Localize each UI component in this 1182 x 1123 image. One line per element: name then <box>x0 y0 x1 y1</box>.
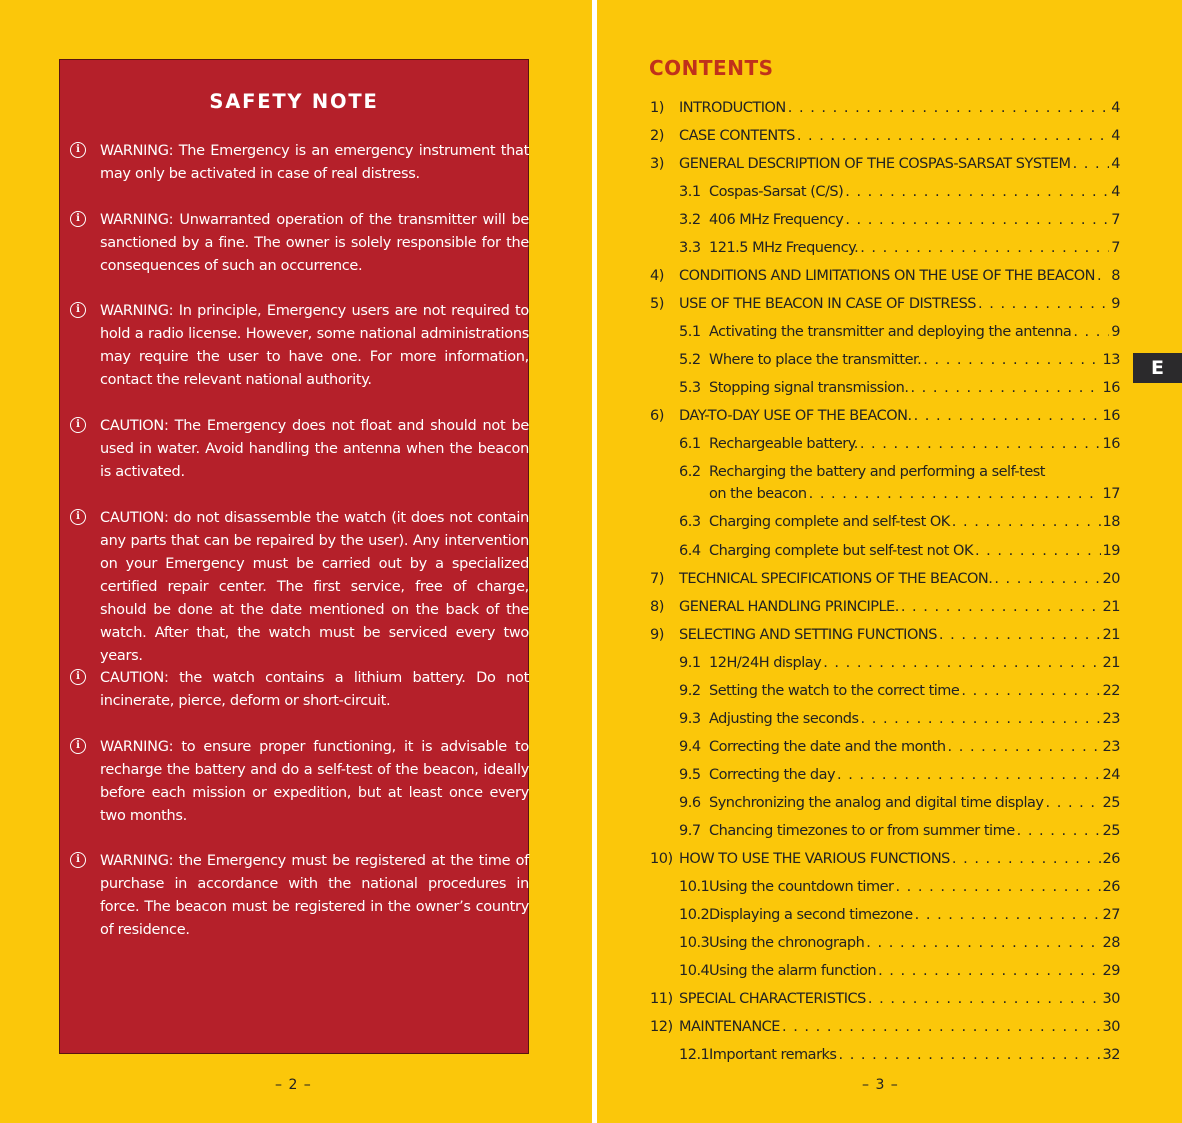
toc-entry[interactable] <box>650 596 1120 619</box>
warning-text: CAUTION: The Emergency does not float and should not be used in water. Avoid handling the antenna when the beacon is activated. <box>100 418 529 480</box>
dot-leader <box>1017 823 1101 839</box>
dot-leader <box>895 879 1100 895</box>
warning-text: WARNING: the Emergency must be registered at the time of purchase in accordance with the national procedures in force. The beacon must be registered in the owner’s country of residence. <box>100 853 529 938</box>
toc-entry-number: 10.2 <box>679 907 710 923</box>
warning-text: WARNING: to ensure proper functioning, it is advisable to recharge the battery and do a self-test of the beacon, ideally before each mission or expedition, but at least once every two months. <box>100 739 529 824</box>
dot-leader <box>838 1047 1100 1063</box>
toc-entry-title: GENERAL DESCRIPTION OF THE COSPAS-SARSAT SYSTEM <box>679 156 1071 172</box>
dot-leader <box>1073 324 1109 340</box>
toc-entry-number: 8) <box>650 599 664 615</box>
toc-entry-page: 27 <box>1102 907 1120 923</box>
dot-leader <box>915 907 1101 923</box>
toc-entry[interactable] <box>650 764 1120 787</box>
toc-entry-title: Correcting the day <box>709 767 836 783</box>
toc-entry-page: 22 <box>1102 683 1120 699</box>
toc-entry-page: 17 <box>1102 486 1120 502</box>
toc-entry-number: 9.3 <box>679 711 701 727</box>
warning-text: WARNING: The Emergency is an emergency instrument that may only be activated in case of real distress. <box>100 143 529 182</box>
toc-entry[interactable] <box>650 209 1120 232</box>
toc-entry-number: 10.1 <box>679 879 710 895</box>
toc-entry-number: 3.3 <box>679 240 701 256</box>
toc-entry-number: 5.1 <box>679 324 701 340</box>
dot-leader <box>868 991 1101 1007</box>
toc-entry-page: 7 <box>1111 240 1120 256</box>
toc-entry[interactable] <box>650 433 1120 456</box>
toc-entry-title: TECHNICAL SPECIFICATIONS OF THE BEACON. <box>679 571 993 587</box>
right-page <box>597 0 1182 1123</box>
warning-text: CAUTION: do not disassemble the watch (it does not contain any parts that can be repaired by the user). Any intervention on your Emergency must be carried out by a specialized certified repair center. The first service, free of charge, should be done at the date mentioned on the back of the watch. After that, the watch must be serviced every two years. <box>100 510 529 664</box>
toc-entry-number: 10.3 <box>679 935 710 951</box>
dot-leader <box>1073 156 1110 172</box>
toc-entry-number: 9.6 <box>679 795 701 811</box>
toc-entry-title: GENERAL HANDLING PRINCIPLE. <box>679 599 899 615</box>
toc-entry-title: 12H/24H display <box>709 655 822 671</box>
toc-entry[interactable] <box>650 97 1120 120</box>
toc-entry-title: DAY-TO-DAY USE OF THE BEACON. <box>679 408 912 424</box>
toc-entry-page: 28 <box>1102 935 1120 951</box>
dot-leader <box>788 100 1110 116</box>
toc-entry-title: HOW TO USE THE VARIOUS FUNCTIONS <box>679 851 950 867</box>
dot-leader <box>878 963 1100 979</box>
toc-entry-title: INTRODUCTION <box>679 100 786 116</box>
toc-entry-number: 11) <box>650 991 673 1007</box>
toc-entry-page: 24 <box>1102 767 1120 783</box>
toc-entry-title: 406 MHz Frequency <box>709 212 844 228</box>
toc-entry-title: Important remarks <box>709 1047 837 1063</box>
toc-entry-title: Charging complete and self-test OK <box>709 514 950 530</box>
toc-entry-page: 8 <box>1111 268 1120 284</box>
toc-entry[interactable] <box>650 876 1120 899</box>
toc-entry[interactable] <box>650 321 1120 344</box>
dot-leader <box>948 739 1101 755</box>
toc-entry-number: 10.4 <box>679 963 710 979</box>
toc-entry-title: Using the alarm function <box>709 963 877 979</box>
dot-leader <box>837 767 1101 783</box>
dot-leader <box>860 436 1101 452</box>
toc-entry[interactable] <box>650 377 1120 400</box>
toc-entry-page: 16 <box>1102 436 1120 452</box>
toc-entry-page: 4 <box>1111 128 1120 144</box>
toc-entry-title: Using the chronograph <box>709 935 865 951</box>
info-icon: i <box>70 302 86 318</box>
dot-leader <box>861 711 1101 727</box>
dot-leader <box>914 408 1101 424</box>
toc-entry-page: 9 <box>1111 296 1120 312</box>
toc-entry[interactable] <box>650 932 1120 955</box>
toc-entry-page: 25 <box>1102 795 1120 811</box>
toc-entry-page: 7 <box>1111 212 1120 228</box>
toc-entry[interactable] <box>650 680 1120 703</box>
toc-entry[interactable] <box>650 349 1120 372</box>
dot-leader <box>866 935 1100 951</box>
toc-entry[interactable] <box>650 237 1120 260</box>
toc-entry[interactable] <box>650 540 1120 563</box>
dot-leader <box>978 296 1109 312</box>
dot-leader <box>845 212 1109 228</box>
toc-entry-page: 26 <box>1102 851 1120 867</box>
toc-entry-title: Chancing timezones to or from summer time <box>709 823 1015 839</box>
toc-entry-page: 21 <box>1102 599 1120 615</box>
info-icon: i <box>70 852 86 868</box>
toc-entry-number: 3.2 <box>679 212 701 228</box>
toc-entry[interactable] <box>650 568 1120 591</box>
toc-entry[interactable] <box>650 1044 1120 1067</box>
dot-leader <box>939 627 1101 643</box>
toc-entry[interactable] <box>650 792 1120 815</box>
toc-entry-title: Recharging the battery and performing a self-test <box>709 464 1045 480</box>
toc-entry-title: Setting the watch to the correct time <box>709 683 960 699</box>
toc-entry-title: CASE CONTENTS <box>679 128 795 144</box>
toc-entry-number: 7) <box>650 571 664 587</box>
toc-entry-title: MAINTENANCE <box>679 1019 780 1035</box>
safety-note-title: SAFETY NOTE <box>209 90 379 113</box>
dot-leader <box>797 128 1109 144</box>
toc-entry-number: 6.4 <box>679 543 701 559</box>
language-tab[interactable]: E <box>1133 353 1182 383</box>
toc-entry-title: Rechargeable battery. <box>709 436 858 452</box>
toc-entry-title: 121.5 MHz Frequency. <box>709 240 859 256</box>
toc-entry-number: 2) <box>650 128 664 144</box>
toc-entry-page: 30 <box>1102 1019 1120 1035</box>
toc-entry-number: 9.4 <box>679 739 701 755</box>
dot-leader <box>994 571 1100 587</box>
dot-leader <box>961 683 1100 699</box>
toc-entry-title: USE OF THE BEACON IN CASE OF DISTRESS <box>679 296 977 312</box>
toc-entry-number: 1) <box>650 100 664 116</box>
info-icon: i <box>70 417 86 433</box>
toc-entry[interactable] <box>650 1016 1120 1039</box>
toc-entry-title: Charging complete but self-test not OK <box>709 543 973 559</box>
toc-entry-title: Where to place the transmitter. <box>709 352 922 368</box>
toc-entry-number: 5.3 <box>679 380 701 396</box>
toc-entry[interactable] <box>650 736 1120 759</box>
toc-entry-title: Stopping signal transmission. <box>709 380 909 396</box>
toc-entry-number: 5.2 <box>679 352 701 368</box>
toc-entry-title: Displaying a second timezone <box>709 907 913 923</box>
dot-leader <box>923 352 1100 368</box>
toc-entry-number: 9) <box>650 627 664 643</box>
dot-leader <box>860 240 1109 256</box>
toc-entry[interactable] <box>650 461 1120 507</box>
toc-entry[interactable] <box>650 153 1120 176</box>
toc-entry[interactable] <box>650 848 1120 871</box>
toc-entry-page: 21 <box>1102 655 1120 671</box>
toc-entry-page: 13 <box>1102 352 1120 368</box>
dot-leader <box>901 599 1101 615</box>
toc-entry-number: 5) <box>650 296 664 312</box>
toc-entry[interactable] <box>650 652 1120 675</box>
toc-entry-page: 21 <box>1102 627 1120 643</box>
toc-entry[interactable] <box>650 624 1120 647</box>
toc-entry[interactable] <box>650 265 1120 288</box>
toc-entry-title: Using the countdown timer <box>709 879 894 895</box>
toc-entry[interactable] <box>650 708 1120 731</box>
dot-leader <box>975 543 1101 559</box>
toc-entry[interactable] <box>650 960 1120 983</box>
dot-leader <box>823 655 1100 671</box>
toc-entry-number: 9.1 <box>679 655 701 671</box>
toc-entry[interactable] <box>650 181 1120 204</box>
toc-entry-title: Synchronizing the analog and digital time display <box>709 795 1044 811</box>
toc-entry-number: 3) <box>650 156 664 172</box>
toc-entry-page: 18 <box>1102 514 1120 530</box>
toc-entry-page: 4 <box>1111 156 1120 172</box>
toc-entry-number: 6) <box>650 408 664 424</box>
toc-entry-page: 16 <box>1102 408 1120 424</box>
dot-leader <box>845 184 1109 200</box>
toc-entry-title-continued: on the beacon <box>709 486 807 502</box>
toc-entry-number: 9.5 <box>679 767 701 783</box>
toc-entry-page: 19 <box>1102 543 1120 559</box>
toc-entry-page: 16 <box>1102 380 1120 396</box>
toc-entry-number: 12.1 <box>679 1047 710 1063</box>
toc-entry-page: 30 <box>1102 991 1120 1007</box>
toc-entry-page: 26 <box>1102 879 1120 895</box>
info-icon: i <box>70 738 86 754</box>
info-icon: i <box>70 509 86 525</box>
toc-entry-number: 9.2 <box>679 683 701 699</box>
toc-entry-page: 29 <box>1102 963 1120 979</box>
toc-entry-title: CONDITIONS AND LIMITATIONS ON THE USE OF THE BEACON <box>679 268 1095 284</box>
page-number: – 3 – <box>862 1077 899 1093</box>
toc-entry-number: 3.1 <box>679 184 701 200</box>
dot-leader <box>1046 795 1101 811</box>
toc-entry-title: Activating the transmitter and deploying the antenna <box>709 324 1072 340</box>
toc-entry[interactable] <box>650 293 1120 316</box>
warning-text: CAUTION: the watch contains a lithium battery. Do not incinerate, pierce, deform or short-circuit. <box>100 670 529 709</box>
toc-entry[interactable] <box>650 820 1120 843</box>
toc-entry-title: Adjusting the seconds <box>709 711 859 727</box>
toc-entry-page: 32 <box>1102 1047 1120 1063</box>
toc-entry[interactable] <box>650 988 1120 1011</box>
dot-leader <box>952 514 1101 530</box>
page-number: – 2 – <box>275 1077 312 1093</box>
toc-entry-page: 4 <box>1111 184 1120 200</box>
toc-entry-number: 6.3 <box>679 514 701 530</box>
toc-entry-page: 23 <box>1102 711 1120 727</box>
contents-title: CONTENTS <box>649 56 774 80</box>
toc-entry[interactable] <box>650 125 1120 148</box>
toc-entry[interactable] <box>650 904 1120 927</box>
toc-entry-number: 12) <box>650 1019 673 1035</box>
toc-entry-page: 20 <box>1102 571 1120 587</box>
toc-entry-number: 6.2 <box>679 464 701 480</box>
dot-leader <box>809 486 1101 502</box>
toc-entry-number: 6.1 <box>679 436 701 452</box>
toc-entry-page: 23 <box>1102 739 1120 755</box>
toc-entry-page: 9 <box>1111 324 1120 340</box>
warning-text: WARNING: Unwarranted operation of the transmitter will be sanctioned by a fine. The owner is solely responsible for the consequences of such an occurrence. <box>100 212 529 274</box>
dot-leader <box>1097 268 1109 284</box>
toc-entry-number: 10) <box>650 851 673 867</box>
dot-leader <box>952 851 1101 867</box>
info-icon: i <box>70 669 86 685</box>
toc-entry-title: Correcting the date and the month <box>709 739 946 755</box>
toc-entry-title: Cospas-Sarsat (C/S) <box>709 184 844 200</box>
toc-entry-title: SPECIAL CHARACTERISTICS <box>679 991 866 1007</box>
toc-entry[interactable] <box>650 511 1120 534</box>
toc-entry-number: 9.7 <box>679 823 701 839</box>
toc-entry-title: SELECTING AND SETTING FUNCTIONS <box>679 627 937 643</box>
info-icon: i <box>70 211 86 227</box>
toc-entry[interactable] <box>650 405 1120 428</box>
toc-entry-number: 4) <box>650 268 664 284</box>
safety-note-box <box>59 59 529 1054</box>
dot-leader <box>910 380 1100 396</box>
info-icon: i <box>70 142 86 158</box>
toc-entry-page: 25 <box>1102 823 1120 839</box>
dot-leader <box>782 1019 1101 1035</box>
toc-entry-page: 4 <box>1111 100 1120 116</box>
warning-text: WARNING: In principle, Emergency users are not required to hold a radio license. However, some national administrations may require the user to have one. For more information, contact the relevant national authority. <box>100 303 529 388</box>
